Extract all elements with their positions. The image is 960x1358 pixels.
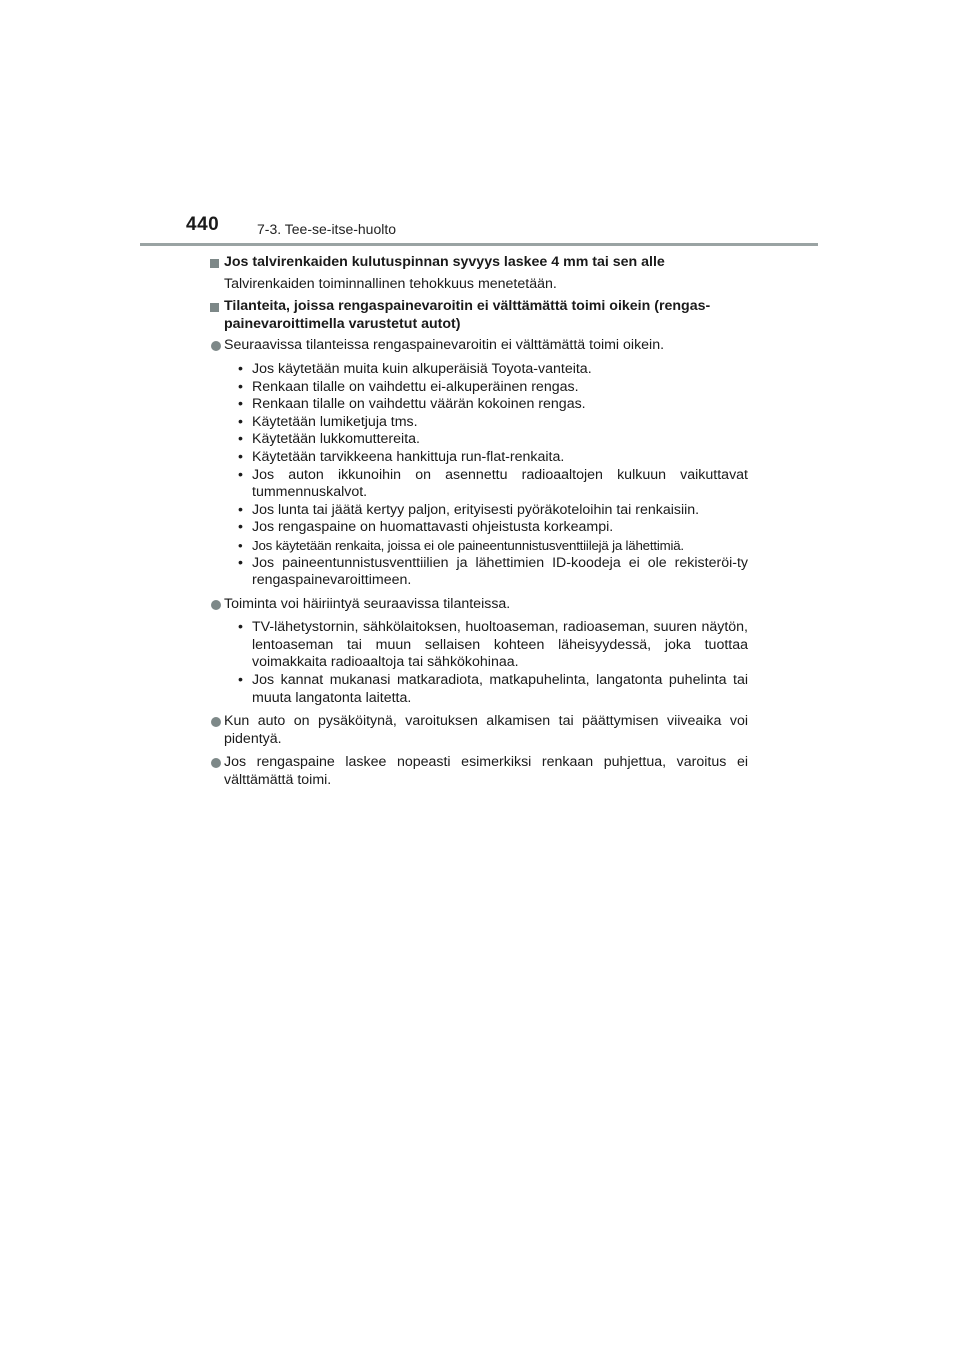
bullet-text: Jos auton ikkunoihin on asennettu radioaaltojen kulkuun vaikuttavat tummennuskalvot.	[252, 466, 748, 501]
section-paragraph: Talvirenkaiden toiminnallinen tehokkuus menetetään.	[224, 275, 557, 292]
section-heading-text: Jos talvirenkaiden kulutuspinnan syvyys laskee 4 mm tai sen alle	[224, 254, 665, 270]
bullet-text: Käytetään lumiketjuja tms.	[252, 413, 418, 430]
bullet-item	[238, 537, 748, 555]
circle-bullet-icon	[211, 341, 221, 351]
bullet-text: Jos lunta tai jäätä kertyy paljon, erityisesti pyöräkoteloihin tai renkaisiin.	[252, 501, 700, 518]
section-heading-text: Tilanteita, joissa rengaspainevaroitin ei välttämättä toimi oikein (rengas-painevaroittimella varustetut autot)	[224, 298, 711, 332]
bullet-icon: •	[238, 501, 243, 518]
bullet-icon: •	[238, 396, 243, 413]
bullet-item	[238, 396, 748, 414]
bullet-icon: •	[238, 537, 243, 553]
bullet-list	[210, 619, 748, 707]
list-item-text: Toiminta voi häiriintyä seuraavissa tilanteissa.	[224, 595, 511, 612]
circle-bullet-icon	[211, 758, 221, 768]
bullet-text: TV-lähetystornin, sähkölaitoksen, huoltoaseman, radioaseman, suuren näytön, lentoaseman tai muun sellaisen kohteen läheisyydessä, joka tuottaa voimakkaita radioaaltoja tai sähkökohinaa.	[252, 619, 748, 671]
bullet-list	[210, 361, 748, 590]
bullet-icon: •	[238, 448, 243, 465]
bullet-item	[238, 379, 748, 397]
page-number: 440	[186, 214, 220, 235]
chapter-title: 7-3. Tee-se-itse-huolto	[257, 221, 397, 237]
bullet-item	[238, 555, 748, 590]
bullet-icon: •	[238, 672, 243, 689]
bullet-item	[238, 449, 748, 467]
list-item-text: Kun auto on pysäköitynä, varoituksen alkamisen tai päättymisen viiveaika voi pidentyä.	[224, 713, 748, 747]
bullet-item	[238, 431, 748, 449]
bullet-text: Renkaan tilalle on vaihdettu väärän kokoinen rengas.	[252, 396, 586, 413]
list-item	[210, 713, 748, 748]
bullet-icon: •	[238, 466, 243, 483]
bullet-text: Käytetään tarvikkeena hankittuja run-flat-renkaita.	[252, 448, 565, 465]
bullet-item	[238, 502, 748, 520]
list-item-text: Jos rengaspaine laskee nopeasti esimerkiksi renkaan puhjettua, varoitus ei välttämättä toimi.	[224, 754, 748, 789]
list-item-text: Seuraavissa tilanteissa rengaspainevaroitin ei välttämättä toimi oikein.	[224, 337, 665, 354]
page-content	[210, 254, 748, 796]
bullet-icon: •	[238, 378, 243, 395]
bullet-icon: •	[238, 360, 243, 377]
bullet-item	[238, 672, 748, 707]
list-item	[210, 337, 748, 355]
bullet-icon: •	[238, 431, 243, 448]
bullet-text: Renkaan tilalle on vaihdettu ei-alkuperäinen rengas.	[252, 378, 579, 395]
section-heading-tpms	[210, 298, 748, 333]
list-item	[210, 596, 748, 614]
bullet-item	[238, 467, 748, 502]
list-item	[210, 754, 748, 789]
bullet-icon: •	[238, 413, 243, 430]
circle-bullet-icon	[211, 600, 221, 610]
circle-bullet-icon	[211, 717, 221, 727]
bullet-item	[238, 619, 748, 672]
bullet-item	[238, 414, 748, 432]
bullet-text: Jos kannat mukanasi matkaradiota, matkapuhelinta, langatonta puhelinta tai muuta langatonta laitetta.	[252, 672, 748, 706]
bullet-icon: •	[238, 619, 243, 636]
square-bullet-icon	[210, 259, 219, 268]
page-header	[0, 0, 960, 250]
bullet-text: Jos rengaspaine on huomattavasti ohjeistusta korkeampi.	[252, 519, 614, 536]
bullet-text: Käytetään lukkomuttereita.	[252, 431, 420, 448]
bullet-item	[238, 519, 748, 537]
bullet-item	[238, 361, 748, 379]
bullet-icon: •	[238, 519, 243, 536]
section-heading-winter-tires	[210, 254, 748, 272]
bullet-text: Jos paineentunnistusventtiilien ja lähettimien ID-koodeja ei ole rekisteröi-ty rengaspainevaroittimeen.	[252, 554, 748, 589]
header-divider	[140, 243, 818, 246]
bullet-icon: •	[238, 554, 243, 571]
bullet-text: Jos käytetään muita kuin alkuperäisiä Toyota-vanteita.	[252, 360, 592, 377]
bullet-text: Jos käytetään renkaita, joissa ei ole paineentunnistusventtiilejä ja lähettimiä.	[252, 537, 684, 553]
square-bullet-icon	[210, 303, 219, 312]
